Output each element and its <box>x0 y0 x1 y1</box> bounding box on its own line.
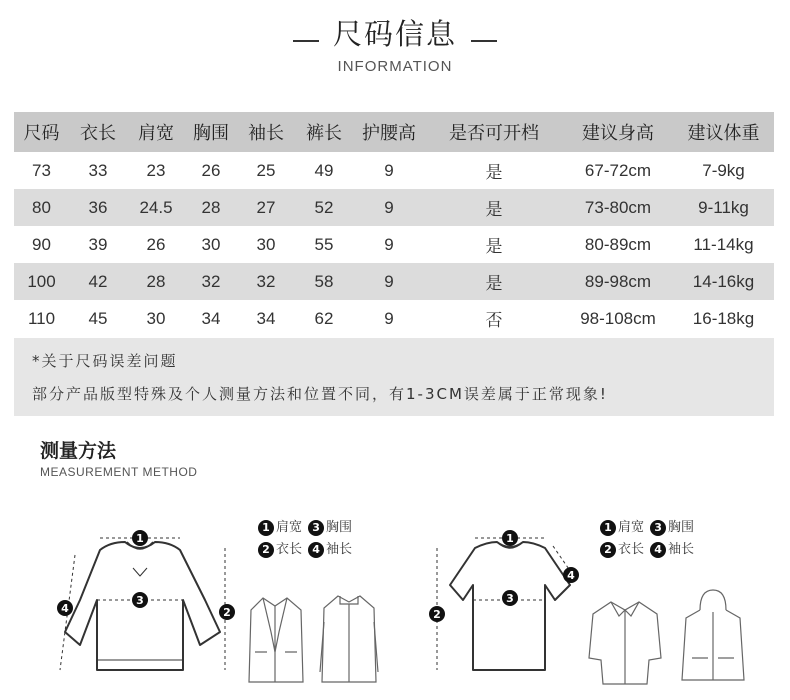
table-cell: 30 <box>146 308 166 328</box>
number-badge: 3 <box>308 520 324 536</box>
number-badge: 2 <box>258 542 274 558</box>
table-row <box>14 263 774 300</box>
number-badge: 4 <box>308 542 324 558</box>
table-cell: 24.5 <box>127 189 185 226</box>
legend-label: 肩宽 <box>618 520 645 535</box>
table-row <box>14 189 774 226</box>
number-badge: 4 <box>650 542 666 558</box>
table-cell: 34 <box>201 308 221 328</box>
marker-4 <box>563 567 579 583</box>
table-cell: 34 <box>256 308 276 328</box>
marker-3 <box>132 592 148 608</box>
table-cell: 9 <box>384 160 394 180</box>
table-cell: 39 <box>88 234 108 254</box>
note-title: *关于尺码误差问题 <box>32 352 178 370</box>
table-cell: 55 <box>314 234 334 254</box>
legend-label: 胸围 <box>326 520 353 535</box>
table-cell: 90 <box>32 234 51 254</box>
table-cell: 26 <box>146 234 166 254</box>
table-cell: 14-16kg <box>673 263 774 300</box>
svg-text:1: 1 <box>136 532 144 545</box>
page-subtitle: INFORMATION <box>337 58 453 75</box>
table-cell: 23 <box>146 160 166 180</box>
table-cell: 9 <box>384 234 394 254</box>
table-cell: 11-14kg <box>693 234 754 254</box>
jacket-sketch <box>318 592 380 687</box>
page-title: 尺码信息 <box>332 16 457 51</box>
table-cell: 27 <box>237 189 295 226</box>
table-cell: 42 <box>69 263 127 300</box>
number-badge: 1 <box>258 520 274 536</box>
table-cell: 30 <box>201 234 221 254</box>
title-row <box>0 10 790 54</box>
column-header: 建议体重 <box>673 112 774 152</box>
table-cell: 62 <box>314 308 334 328</box>
table-cell: 25 <box>256 160 276 180</box>
table-cell: 73 <box>32 160 51 180</box>
legend-label: 衣长 <box>618 542 645 557</box>
legend-label: 袖长 <box>668 542 695 557</box>
size-error-note <box>14 338 774 416</box>
column-header: 建议身高 <box>563 112 673 152</box>
table-cell: 7-9kg <box>702 160 745 180</box>
marker-1 <box>502 530 518 546</box>
longsleeve-diagram <box>55 520 245 695</box>
column-header: 裤长 <box>295 112 353 152</box>
table-cell: 110 <box>27 308 56 328</box>
table-cell: 否 <box>485 311 503 330</box>
column-header: 衣长 <box>69 112 127 152</box>
table-cell: 9 <box>384 308 394 328</box>
table-cell: 36 <box>69 189 127 226</box>
table-cell: 45 <box>88 308 108 328</box>
table-cell: 是 <box>485 237 503 256</box>
column-header: 护腰高 <box>353 112 425 152</box>
marker-2 <box>429 606 445 622</box>
table-cell: 89-98cm <box>563 263 673 300</box>
legend-right <box>600 517 694 561</box>
table-cell: 32 <box>185 263 237 300</box>
title-dash-right <box>471 40 497 42</box>
measurement-subtitle: MEASUREMENT METHOD <box>40 465 198 479</box>
hoodie-sketch <box>678 588 748 688</box>
svg-text:4: 4 <box>61 602 69 615</box>
section-header <box>0 10 790 80</box>
table-row <box>14 226 774 263</box>
table-cell: 100 <box>14 263 69 300</box>
table-cell: 9 <box>353 189 425 226</box>
table-cell: 33 <box>88 160 108 180</box>
svg-text:3: 3 <box>506 592 514 605</box>
table-cell: 52 <box>295 189 353 226</box>
table-cell: 73-80cm <box>563 189 673 226</box>
table-cell: 67-72cm <box>584 160 652 180</box>
table-row <box>14 300 774 337</box>
number-badge: 1 <box>600 520 616 536</box>
legend-label: 胸围 <box>668 520 695 535</box>
title-dash-left <box>293 40 319 42</box>
legend-label: 袖长 <box>326 542 353 557</box>
table-cell: 是 <box>485 163 503 182</box>
table-cell: 28 <box>185 189 237 226</box>
column-header: 是否可开档 <box>425 112 563 152</box>
table-cell: 9-11kg <box>673 189 774 226</box>
legend-label: 肩宽 <box>276 520 303 535</box>
table-cell: 49 <box>314 160 334 180</box>
table-cell: 26 <box>201 160 221 180</box>
column-header: 胸围 <box>185 112 237 152</box>
marker-2 <box>219 604 235 620</box>
table-cell: 80 <box>14 189 69 226</box>
table-cell: 98-108cm <box>580 308 656 328</box>
measurement-title: 测量方法 <box>40 440 117 462</box>
table-cell: 是 <box>425 189 563 226</box>
table-header-row <box>14 112 774 152</box>
column-header: 肩宽 <box>127 112 185 152</box>
table-cell: 是 <box>425 263 563 300</box>
shirt-sketch <box>585 598 665 688</box>
tshirt-diagram <box>425 520 590 695</box>
table-cell: 9 <box>353 263 425 300</box>
svg-text:2: 2 <box>223 606 231 619</box>
table-cell: 30 <box>256 234 276 254</box>
svg-text:4: 4 <box>567 569 575 582</box>
legend-label: 衣长 <box>276 542 303 557</box>
marker-3 <box>502 590 518 606</box>
svg-text:2: 2 <box>433 608 441 621</box>
number-badge: 2 <box>600 542 616 558</box>
table-row <box>14 152 774 189</box>
size-table <box>14 112 774 337</box>
table-cell: 58 <box>295 263 353 300</box>
svg-text:1: 1 <box>506 532 514 545</box>
number-badge: 3 <box>650 520 666 536</box>
marker-4 <box>57 600 73 616</box>
marker-1 <box>132 530 148 546</box>
legend-left <box>258 517 352 561</box>
blazer-sketch <box>245 592 307 687</box>
table-cell: 32 <box>237 263 295 300</box>
svg-text:3: 3 <box>136 594 144 607</box>
note-body: 部分产品版型特殊及个人测量方法和位置不同，有1-3CM误差属于正常现象! <box>32 385 608 403</box>
table-cell: 28 <box>127 263 185 300</box>
column-header: 尺码 <box>14 112 69 152</box>
table-cell: 80-89cm <box>584 234 652 254</box>
table-cell: 16-18kg <box>692 308 755 328</box>
column-header: 袖长 <box>237 112 295 152</box>
